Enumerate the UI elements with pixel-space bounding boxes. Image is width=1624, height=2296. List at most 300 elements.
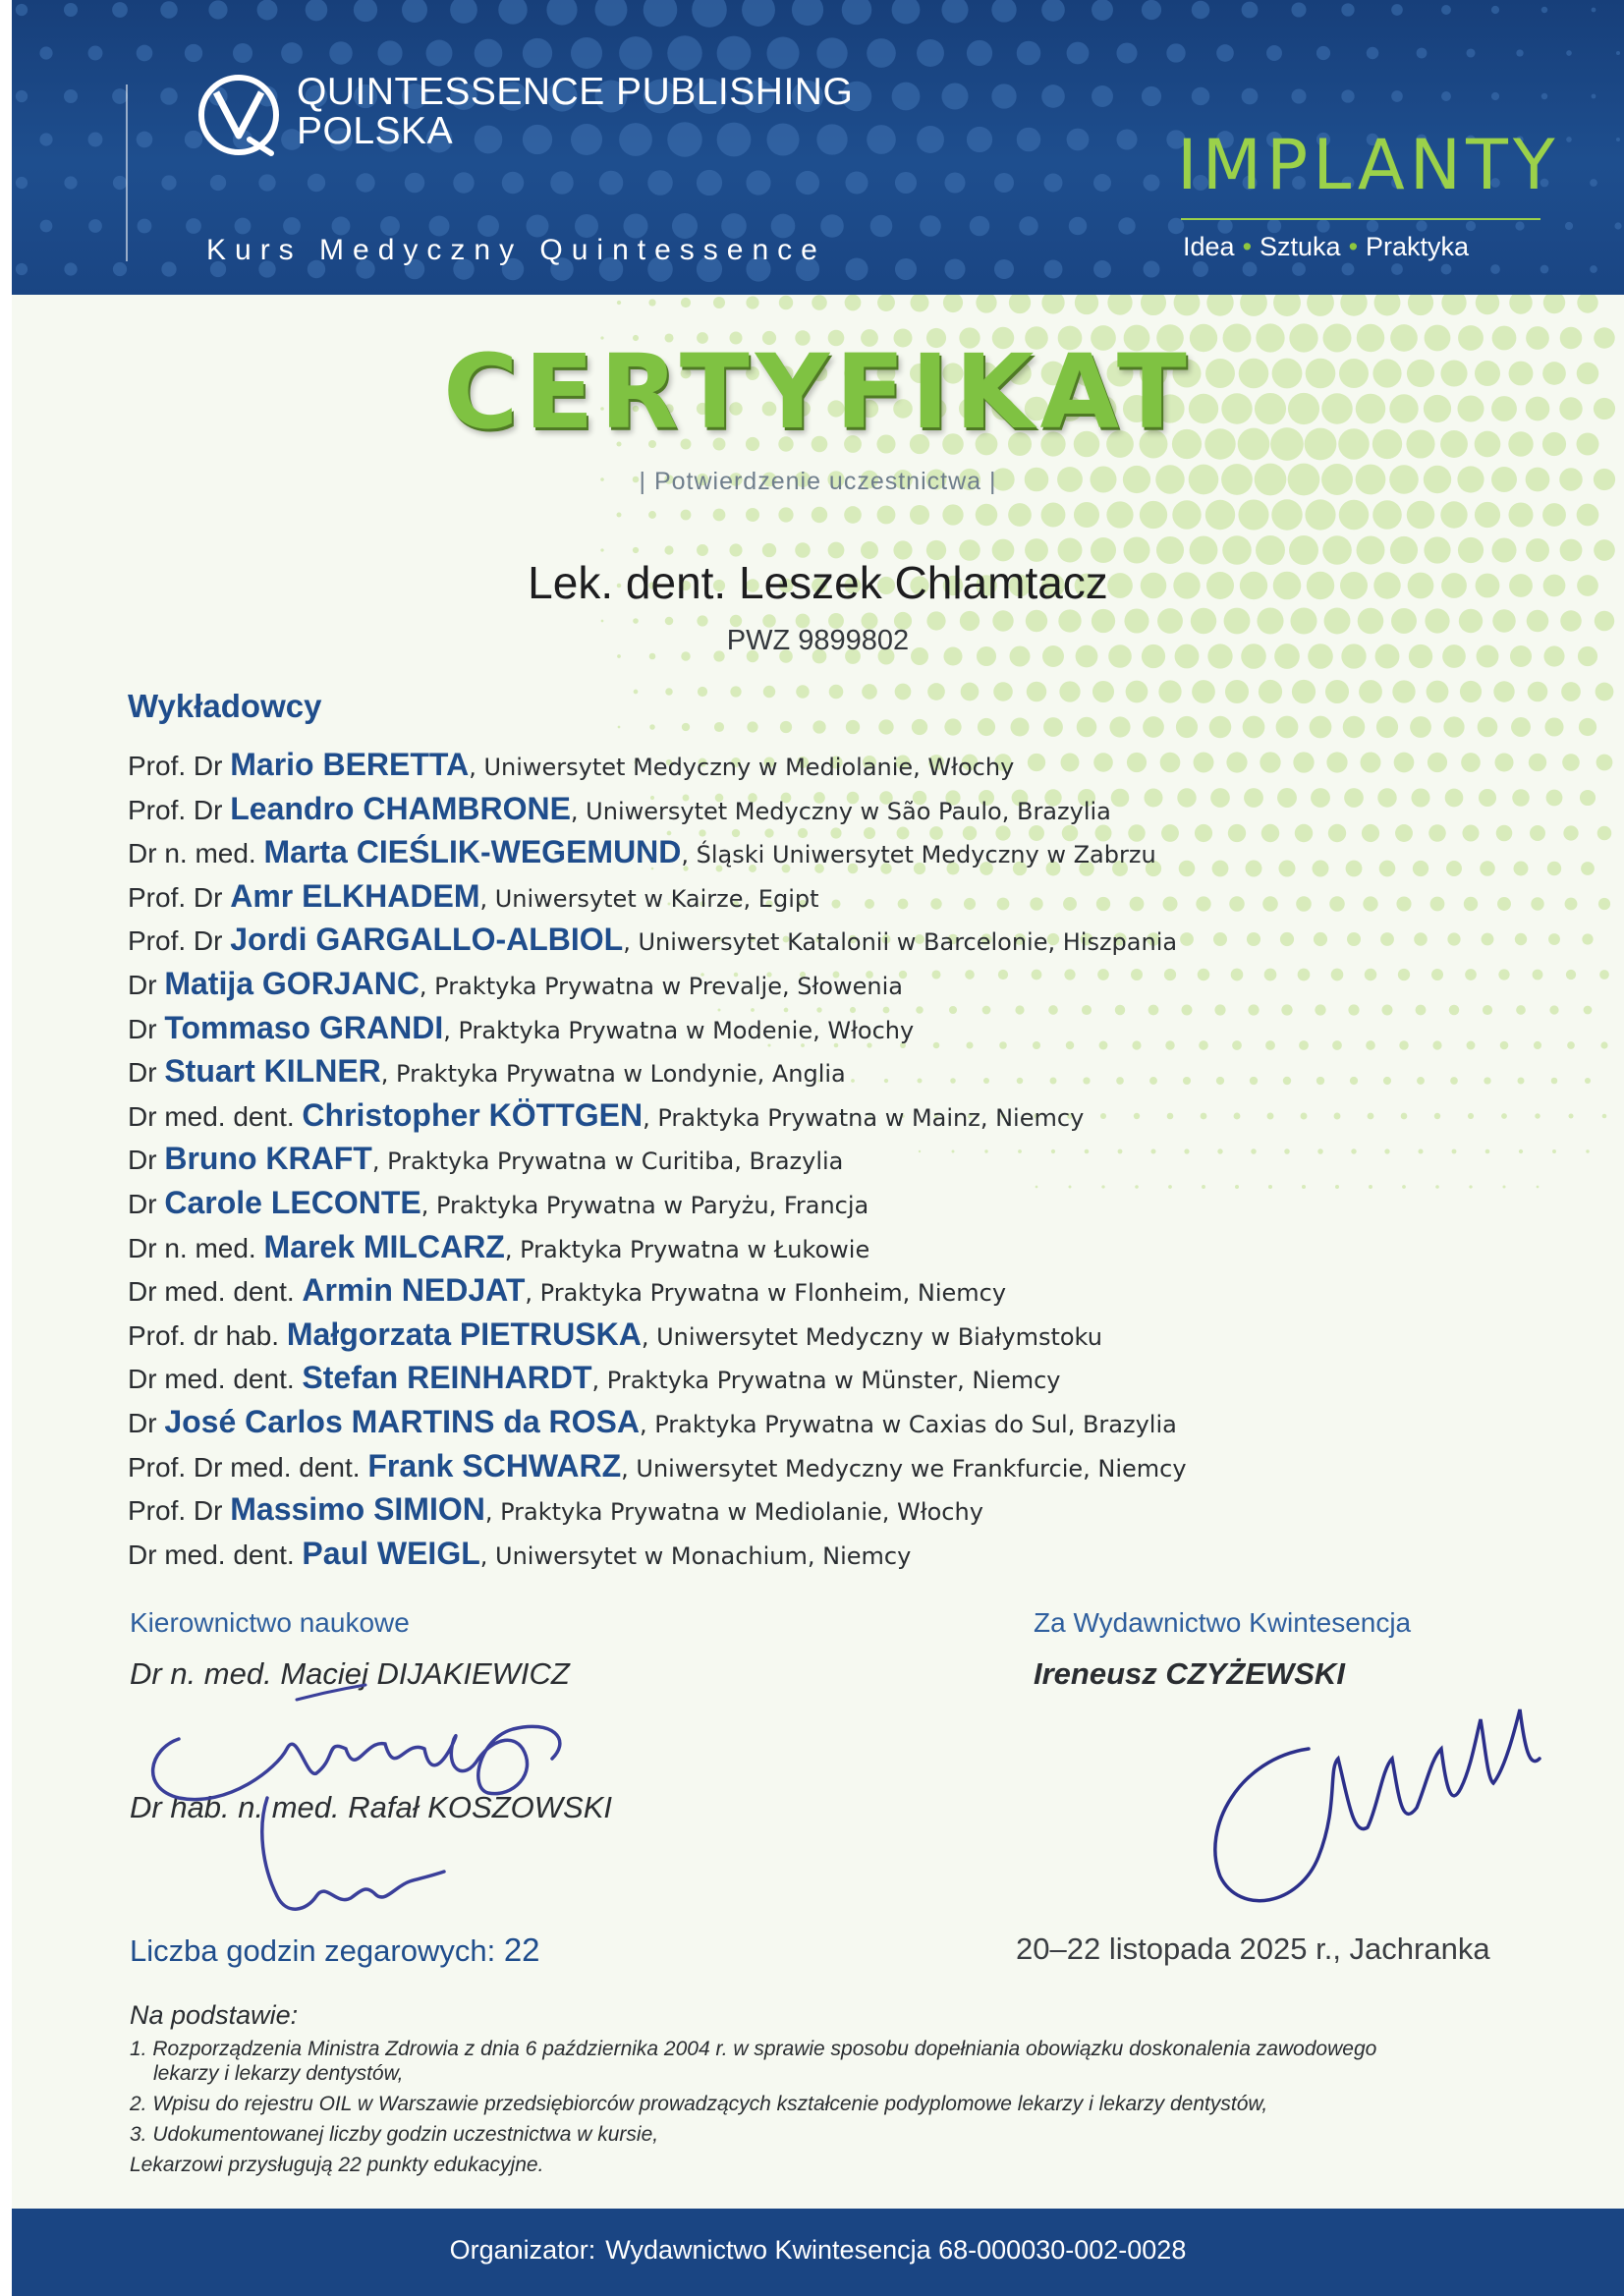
halftone-dot [1577, 295, 1597, 313]
lecturer-row [128, 1137, 1503, 1181]
header-dot [137, 132, 153, 148]
halftone-dot [1140, 501, 1167, 529]
header-dot [329, 41, 352, 64]
header-dot [1291, 88, 1306, 103]
halftone-dot [910, 295, 928, 312]
program-motto [1183, 232, 1469, 262]
lecturers-heading: Wykładowcy [128, 688, 322, 724]
header-dot [644, 0, 678, 27]
halftone-dot [1544, 717, 1563, 736]
halftone-dot [1552, 1149, 1556, 1153]
halftone-dot [796, 685, 810, 699]
recipient-name: Lek. dent. Leszek Chlamtacz [528, 557, 1108, 608]
header-dot [792, 0, 823, 26]
lecturer-row [128, 1444, 1503, 1488]
halftone-dot [944, 718, 961, 735]
lecturer-row [128, 918, 1503, 962]
header-dot [40, 220, 53, 233]
lecturer-name: José Carlos MARTINS da ROSA [164, 1403, 640, 1439]
header-dot [1291, 2, 1306, 17]
header-dot [867, 38, 896, 68]
motto-separator: • [1348, 232, 1359, 261]
halftone-dot [1143, 716, 1164, 738]
halftone-dot [1535, 1113, 1540, 1118]
header-dot [1566, 137, 1572, 142]
halftone-dot [1359, 680, 1382, 703]
halftone-dot [1325, 680, 1349, 703]
header-dot [796, 171, 819, 195]
header-dot [475, 39, 503, 68]
lecturer-affiliation: , Praktyka Prywatna w Mediolanie, Włochy [484, 1498, 983, 1527]
header-dot [1242, 2, 1259, 19]
halftone-dot [910, 505, 929, 525]
header-dot [742, 0, 775, 27]
header-dot [64, 89, 78, 103]
header-dot [1590, 179, 1597, 187]
halftone-dot [1410, 716, 1431, 738]
lecturer-title: Prof. Dr [128, 794, 231, 825]
header-dot [816, 37, 847, 68]
halftone-dot [1077, 717, 1097, 738]
halftone-dot [1059, 681, 1080, 701]
header-dot [599, 171, 624, 196]
lecturer-row [128, 1268, 1503, 1313]
halftone-dot [1568, 1113, 1573, 1118]
halftone-dot [1586, 1149, 1589, 1152]
halftone-dot [1339, 500, 1369, 530]
halftone-dot [1092, 681, 1114, 702]
header-dot [1516, 49, 1523, 56]
header-dot [16, 4, 28, 16]
halftone-dot [846, 720, 860, 734]
halftone-dot [1515, 933, 1527, 945]
lecturer-affiliation: , Praktyka Prywatna w Prevalje, Słowenia [419, 972, 903, 1000]
header-dot [920, 215, 941, 237]
halftone-dot [681, 298, 691, 308]
header-dot [1093, 260, 1111, 278]
lecturer-name: Stuart KILNER [164, 1053, 381, 1090]
halftone-dot [1273, 295, 1301, 316]
header-dot [88, 219, 102, 233]
halftone-dot [633, 618, 639, 624]
header-dot [306, 0, 328, 21]
legal-basis-line: lekarzy i lekarzy dentystów, [153, 2062, 404, 2085]
header-dot [208, 0, 227, 19]
header-dot [619, 36, 652, 70]
header-dot [1565, 222, 1573, 230]
header-dot [16, 263, 28, 275]
halftone-dot [1074, 502, 1099, 528]
header-dot [16, 177, 28, 189]
header-dot [64, 262, 77, 275]
header-dot [354, 0, 377, 22]
certificate-subtitle: | Potwierdzenie uczestnictwa | [639, 468, 997, 495]
header-dot [697, 170, 722, 196]
lecturer-row [128, 1225, 1503, 1269]
lecturer-name: Mario BERETTA [230, 747, 470, 782]
halftone-dot [1580, 790, 1596, 806]
halftone-dot [779, 296, 793, 309]
halftone-dot [1174, 295, 1201, 315]
organizer-label: Organizator: [449, 2235, 596, 2265]
header-dot [64, 176, 77, 189]
halftone-dot [1427, 681, 1449, 703]
lecturer-affiliation: , Uniwersytet Medyczny w Białymstoku [641, 1322, 1102, 1351]
halftone-dot [978, 718, 995, 736]
header-dot [64, 3, 78, 17]
header-dot [1017, 128, 1041, 152]
header-dot [1092, 85, 1113, 107]
header-dot [1193, 261, 1208, 277]
lecturer-title: Dr [128, 969, 165, 1000]
header-dot [717, 36, 752, 71]
halftone-dot [1562, 754, 1580, 771]
halftone-dot [1543, 295, 1565, 313]
lecturer-title: Dr med. dent. [128, 1539, 303, 1570]
lecturer-title: Dr [128, 1407, 165, 1438]
halftone-dot [942, 504, 963, 525]
header-dot [281, 42, 303, 64]
legal-basis [130, 2000, 1525, 2177]
header-dot [1118, 217, 1135, 234]
halftone-dot [912, 719, 927, 735]
header-dot [1341, 3, 1354, 16]
motto-word: Sztuka [1260, 232, 1341, 261]
halftone-dot [877, 295, 895, 311]
publisher-signatory-name: Ireneusz CZYŻEWSKI [1034, 1656, 1345, 1691]
signature-koszowski-icon [238, 1788, 474, 1935]
header-dot [917, 126, 944, 153]
header-dot [1391, 4, 1403, 16]
halftone-dot [1512, 789, 1530, 807]
lecturer-row [128, 1006, 1503, 1050]
certificate-title: CERTYFIKAT [443, 332, 1193, 452]
header-dot [1391, 90, 1403, 102]
lecturer-affiliation: , Uniwersytet w Kairze, Egipt [479, 884, 819, 913]
header-dot [1566, 50, 1572, 56]
header-dot [113, 176, 127, 190]
lecturer-title: Dr [128, 1188, 165, 1219]
halftone-dot [1343, 716, 1366, 739]
halftone-dot [844, 506, 862, 524]
lecturer-title: Dr med. dent. [128, 1364, 303, 1395]
halftone-dot [1509, 295, 1532, 314]
halftone-dot [1310, 716, 1332, 739]
halftone-dot [665, 688, 673, 696]
lecturer-title: Prof. Dr [128, 1495, 231, 1527]
header-dot [1243, 262, 1258, 277]
header-dot [1093, 174, 1111, 192]
lecturer-name: Christopher KÖTTGEN [302, 1096, 644, 1133]
header-dot [1067, 42, 1090, 65]
header-dot [667, 35, 701, 70]
lecturer-name: Matija GORJANC [164, 965, 420, 1001]
halftone-dot [1516, 1005, 1526, 1015]
header-dot [546, 0, 577, 26]
halftone-dot [1340, 295, 1367, 316]
halftone-dot [1374, 295, 1401, 315]
header-dot [1116, 42, 1137, 63]
header-dot [1491, 6, 1499, 14]
lecturer-row [128, 830, 1503, 874]
halftone-dot [1511, 717, 1531, 737]
header-dot [595, 0, 628, 26]
lecturer-name: Marta CIEŚLIK-WEGEMUND [263, 834, 682, 870]
date-and-place: 20–22 listopada 2025 r., Jachranka [1016, 1932, 1490, 1966]
halftone-dot [1075, 295, 1098, 314]
halftone-dot [1441, 295, 1466, 315]
lecturer-name: Bruno KRAFT [164, 1141, 372, 1177]
organizer-value: Wydawnictwo Kwintesencja 68-000030-002-0028 [605, 2235, 1187, 2265]
motto-word: Praktyka [1366, 232, 1470, 261]
lecturer-name: Stefan REINHARDT [302, 1360, 592, 1396]
header-dot [283, 217, 301, 235]
publisher-signatory-label: Za Wydawnictwo Kwintesencja [1034, 1607, 1412, 1638]
halftone-dot [780, 721, 792, 733]
halftone-dot [763, 686, 775, 698]
header-dot [1590, 265, 1597, 273]
halftone-dot [1581, 862, 1595, 875]
header-dot [941, 83, 968, 109]
header-dot [1192, 87, 1210, 106]
certificate-sheet [12, 0, 1624, 2296]
header-dot [1592, 94, 1596, 99]
header-dot [941, 0, 968, 24]
halftone-dot [1599, 970, 1609, 980]
lecturer-name: Małgorzata PIETRUSKA [286, 1316, 642, 1352]
legal-basis-item [130, 2122, 1525, 2147]
header-dot [258, 174, 275, 191]
halftone-dot [747, 721, 757, 732]
halftone-dot [812, 720, 825, 733]
header-dot [970, 216, 990, 237]
lecturer-title: Dr [128, 1013, 165, 1044]
header-dot [160, 1, 177, 18]
halftone-dot [1531, 897, 1543, 910]
halftone-dot [1372, 500, 1402, 530]
halftone-dot [812, 295, 827, 310]
header-dot [895, 258, 917, 280]
lecturer-row [128, 962, 1503, 1006]
lecturer-name: Jordi GARGALLO-ALBIOL [230, 922, 624, 958]
halftone-dot [713, 509, 726, 522]
header-dot [308, 174, 325, 192]
halftone-dot [1475, 502, 1500, 528]
halftone-dot [1533, 970, 1543, 980]
header-dot [1616, 138, 1620, 141]
header-dot [356, 173, 374, 192]
lecturer-row [128, 1532, 1503, 1576]
program-underline [1181, 218, 1540, 220]
halftone-dot [1547, 862, 1561, 875]
halftone-dot [1598, 898, 1610, 910]
header-dot [1441, 91, 1451, 101]
header-dot [895, 172, 917, 194]
header-dot [1142, 86, 1161, 106]
header-dot [1540, 265, 1549, 274]
halftone-dot [1596, 683, 1614, 701]
halftone-dot [1561, 682, 1581, 701]
lecturer-name: Frank SCHWARZ [367, 1447, 622, 1484]
header-dot [380, 216, 400, 236]
lecturer-affiliation: , Uniwersytet Katalonii w Barcelonie, Hiszpania [623, 928, 1178, 957]
lecturer-row [128, 1049, 1503, 1093]
lecturer-name: Marek MILCARZ [263, 1228, 505, 1264]
halftone-dot [1567, 1041, 1575, 1049]
header-dot [138, 219, 152, 234]
motto-separator: • [1242, 232, 1253, 261]
lecturer-affiliation: , Praktyka Prywatna w Münster, Niemcy [591, 1367, 1061, 1395]
header-dot [1541, 93, 1548, 100]
signature-czyzewski-icon [1181, 1690, 1554, 1926]
header-dot [1144, 261, 1160, 278]
halftone-dot [617, 301, 621, 305]
header-dot [137, 45, 153, 62]
lecturer-affiliation: , Praktyka Prywatna w Łukowie [504, 1235, 870, 1263]
quintessence-logo-icon [195, 71, 283, 159]
halftone-dot [1238, 499, 1268, 530]
halftone-dot [730, 686, 741, 697]
halftone-dot [862, 684, 877, 700]
header-dot [967, 40, 992, 66]
header-dot [1166, 43, 1185, 62]
halftone-dot [729, 543, 742, 556]
header-dot [870, 215, 893, 238]
lecturer-title: Dr med. dent. [128, 1100, 303, 1132]
lecturer-affiliation: , Uniwersytet w Monachium, Niemcy [479, 1541, 912, 1570]
halftone-dot [746, 296, 758, 308]
header-dot [1466, 221, 1476, 231]
lecturer-row [128, 1356, 1503, 1400]
halftone-dot [634, 690, 639, 695]
lecturer-affiliation: , Praktyka Prywatna w Modenie, Włochy [443, 1016, 915, 1044]
halftone-dot [1476, 295, 1499, 314]
header-dot [161, 261, 176, 276]
hours-label: Liczba godzin zegarowych: [130, 1933, 504, 1968]
header-dot [842, 0, 872, 25]
halftone-dot [812, 507, 827, 523]
header-dot [1592, 8, 1596, 13]
halftone-dot [778, 507, 793, 522]
header-dot [967, 127, 992, 152]
header-dot [1019, 216, 1038, 236]
lecturer-row [128, 1093, 1503, 1138]
halftone-dot [845, 295, 862, 310]
header-dot [1116, 129, 1137, 149]
halftone-dot [681, 510, 692, 521]
header-dot [892, 0, 921, 24]
halftone-dot [1192, 680, 1215, 703]
header-dot [1216, 44, 1234, 62]
header-dot [1491, 92, 1499, 100]
header-dot [450, 0, 477, 24]
halftone-dot [961, 683, 980, 701]
halftone-dot [1307, 295, 1334, 316]
header-dot [502, 172, 524, 194]
header-dot [1616, 51, 1620, 55]
header-dot [1515, 221, 1524, 230]
lecturers-list [128, 743, 1503, 1575]
halftone-dot [1602, 1114, 1607, 1119]
lecturer-affiliation: , Uniwersytet Medyczny we Frankfurcie, Niemcy [621, 1454, 1187, 1483]
motto-word: Idea [1183, 232, 1235, 261]
halftone-dot [1010, 717, 1029, 736]
header-dot [550, 171, 574, 195]
header-dot [235, 218, 252, 235]
halftone-dot [1534, 1041, 1541, 1049]
halftone-dot [1519, 1149, 1523, 1153]
header-dot [453, 172, 474, 193]
header-dot [377, 40, 402, 65]
lecturer-affiliation: , Śląski Uniwersytet Medyczny w Zabrzu [681, 841, 1156, 869]
header-dot [113, 262, 127, 276]
header-dot [1041, 0, 1065, 22]
halftone-dot [1408, 295, 1433, 315]
header-dot [1142, 0, 1161, 20]
lecturer-row [128, 874, 1503, 919]
halftone-dot [1542, 503, 1566, 527]
header-dot [402, 0, 427, 23]
lecturer-title: Dr n. med. [128, 838, 264, 869]
halftone-dot [1292, 680, 1316, 703]
halftone-dot [1514, 862, 1529, 876]
header-dot [867, 125, 896, 154]
header-dot [233, 43, 252, 63]
lecturer-affiliation: , Uniwersytet Medyczny w São Paulo, Brazylia [570, 797, 1111, 825]
halftone-dot [1508, 502, 1533, 527]
header-dot [1490, 264, 1500, 274]
header-dot [571, 37, 602, 69]
scientific-director-1: Dr n. med. Maciej DIJAKIEWICZ [130, 1656, 570, 1691]
header-dot [523, 38, 552, 68]
lecturer-row [128, 787, 1503, 831]
halftone-dot [1528, 682, 1548, 702]
halftone-dot [1305, 499, 1335, 530]
halftone-dot [713, 297, 725, 308]
halftone-dot [993, 682, 1013, 701]
header-dot [426, 40, 453, 67]
header-dot [1017, 41, 1041, 66]
halftone-dot [943, 295, 963, 312]
halftone-dot [927, 683, 945, 700]
lecturer-affiliation: , Praktyka Prywatna w Paryżu, Francja [420, 1191, 869, 1219]
course-name: Kurs Medyczny Quintessence [206, 234, 826, 266]
halftone-dot [714, 722, 724, 732]
header-dot [1144, 175, 1160, 192]
header-dot [16, 90, 28, 102]
halftone-dot [1529, 754, 1546, 771]
lecturer-affiliation: , Praktyka Prywatna w Londynie, Anglia [380, 1060, 846, 1089]
header-dot [39, 133, 52, 145]
header-dot [692, 0, 727, 28]
header-dot [1391, 263, 1403, 275]
recipient-license-number: PWZ 9899802 [726, 625, 910, 656]
halftone-dot [976, 504, 998, 527]
header-dot [1367, 220, 1378, 232]
halftone-dot [1209, 716, 1232, 739]
header-dot [1316, 219, 1329, 232]
header-dot [1044, 260, 1063, 279]
halftone-dot [1225, 680, 1249, 703]
header-dot [1292, 262, 1306, 276]
halftone-dot [1376, 716, 1398, 738]
halftone-dot [665, 617, 673, 625]
halftone-dot [1565, 898, 1578, 911]
header-dot [39, 46, 52, 59]
halftone-dot [1566, 970, 1576, 980]
header-dot [185, 44, 202, 62]
halftone-dot [1109, 716, 1130, 737]
